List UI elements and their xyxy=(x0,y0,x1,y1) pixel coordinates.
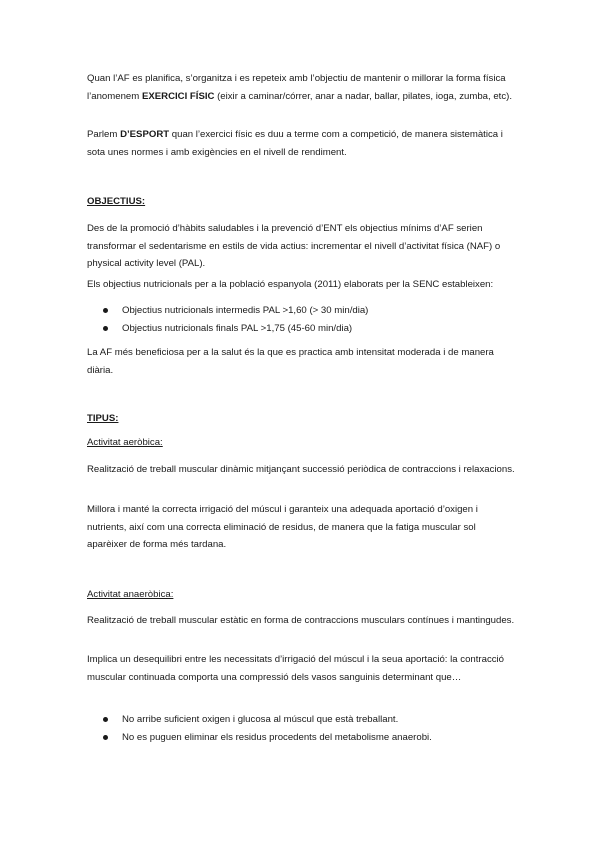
bold-term: D’ESPORT xyxy=(120,129,170,140)
aerobica-paragraph-2: Millora i manté la correcta irrigació del múscul i garanteix una adequada aportació d’oxigen i nutrients, així com una correcta eliminació de residus, de manera que la fatiga muscular sol aparèixer de forma més tardana. xyxy=(87,504,478,550)
list-item: Objectius nutricionals intermedis PAL >1,60 (> 30 min/dia) xyxy=(103,302,368,320)
objectius-paragraph-3: La AF més beneficiosa per a la salut és la que es practica amb intensitat moderada i de manera diària. xyxy=(87,347,494,376)
section-heading-tipus: TIPUS: xyxy=(87,413,119,424)
subheading-aerobica: Activitat aeròbica: xyxy=(87,437,163,448)
list-item: Objectius nutricionals finals PAL >1,75 (45-60 min/dia) xyxy=(103,320,368,338)
text-run: Parlem xyxy=(87,129,121,140)
list-item: No es puguen eliminar els residus procedents del metabolisme anaerobi. xyxy=(103,729,432,747)
objectius-paragraph-1: Des de la promoció d’hàbits saludables i la prevenció d’ENT els objectius mínims d’AF serien transformar el sedentarisme en estils de vida actius: incrementar el nivell d’activitat física (NAF) o physical activity level (PAL). xyxy=(87,223,501,269)
objectius-paragraph-2: Els objectius nutricionals per a la població espanyola (2011) elaborats per la SENC estableixen: xyxy=(87,279,494,290)
intro-paragraph-2 xyxy=(87,126,517,161)
bold-term: EXERCICI FÍSIC xyxy=(141,90,215,102)
anaerobica-bullet-list xyxy=(103,711,432,746)
objectius-bullet-list xyxy=(103,302,368,337)
text-run: (eixir a caminar/córrer, anar a nadar, ballar, pilates, ioga, zumba, etc). xyxy=(214,90,512,102)
anaerobica-paragraph-2: Implica un desequilibri entre les necessitats d’irrigació del múscul i la seua aportació: la contracció muscular continuada comporta una compressió dels vasos sanguinis determinant que… xyxy=(87,654,505,683)
section-heading-objectius: OBJECTIUS: xyxy=(87,196,146,207)
text-run: quan l’exercici físic es duu a terme com a competició, de manera sistemàtica i sota unes normes i amb exigències en el nivell de rendiment. xyxy=(87,129,503,158)
list-item: No arribe suficient oxigen i glucosa al múscul que està treballant. xyxy=(103,711,432,729)
aerobica-paragraph-1: Realització de treball muscular dinàmic mitjançant successió periòdica de contraccions i relaxacions. xyxy=(87,464,515,475)
text-run: Quan l’AF es planifica, s’organitza i es repeteix amb l’objectiu de mantenir o millorar la forma física l’anomenem xyxy=(87,73,506,102)
intro-paragraph-1 xyxy=(87,70,517,105)
anaerobica-paragraph-1: Realització de treball muscular estàtic en forma de contraccions musculars contínues i mantingudes. xyxy=(87,615,515,626)
subheading-anaerobica: Activitat anaeròbica: xyxy=(87,589,174,600)
